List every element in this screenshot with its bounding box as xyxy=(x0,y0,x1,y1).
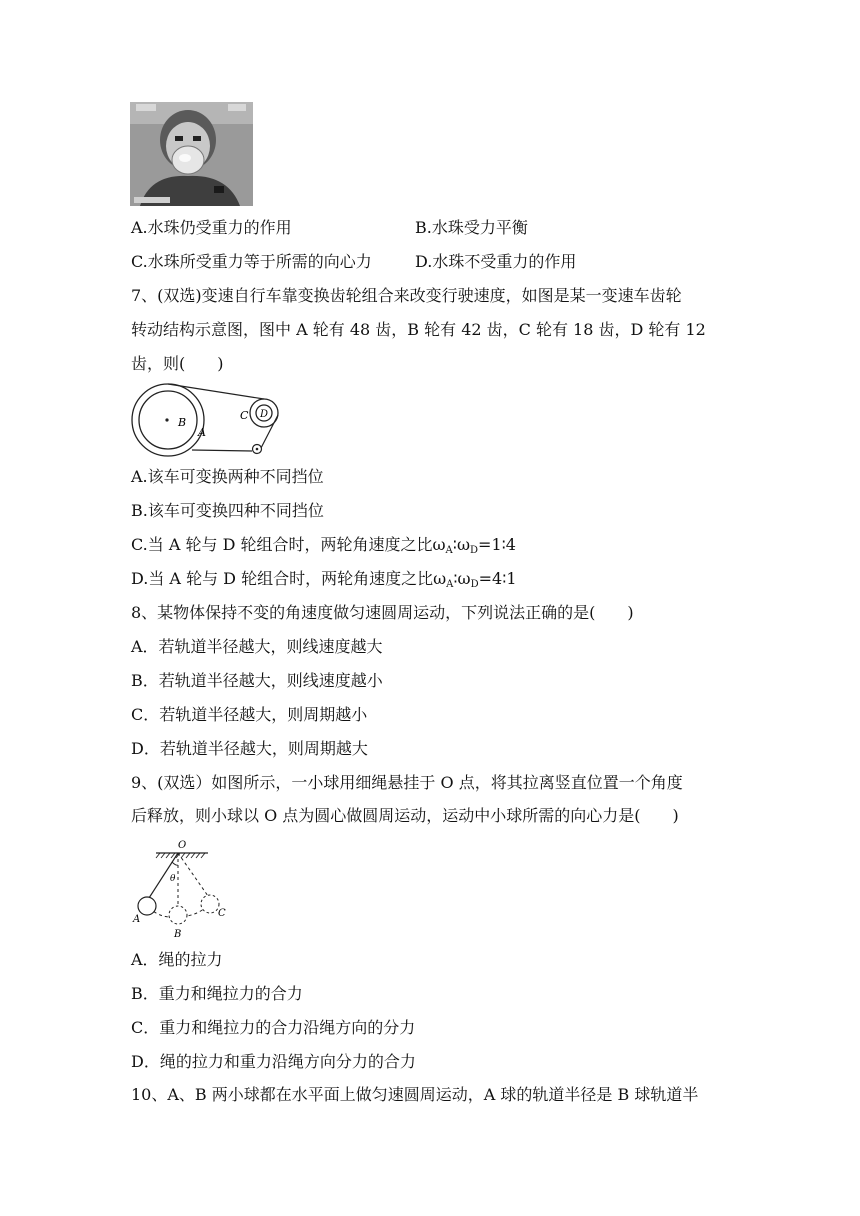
q7-stem-line3: 齿，则( ) xyxy=(131,354,224,373)
pendulum-diagram xyxy=(130,836,240,940)
q8-option-c: C．若轨道半径越大，则周期越小 xyxy=(131,705,368,724)
position-label-a: A xyxy=(133,914,141,925)
q8-option-a: A．若轨道半径越大，则线速度越大 xyxy=(131,637,383,656)
q6-option-d: D.水珠不受重力的作用 xyxy=(415,252,577,271)
q6-option-c: C.水珠所受重力等于所需的向心力 xyxy=(131,252,372,271)
q9-option-a: A．绳的拉力 xyxy=(131,950,223,969)
q6-option-a: A.水珠仍受重力的作用 xyxy=(131,218,292,237)
q9-stem-line2: 后释放，则小球以 O 点为圆心做圆周运动，运动中小球所需的向心力是( ) xyxy=(131,806,679,825)
gear-label-d: D xyxy=(260,409,269,420)
q8-option-d: D．若轨道半径越大，则周期越大 xyxy=(131,739,368,758)
gear-diagram xyxy=(130,380,290,458)
gear-label-b: B xyxy=(178,416,187,429)
q8-stem: 8、某物体保持不变的角速度做匀速圆周运动，下列说法正确的是( ) xyxy=(131,603,634,622)
q9-stem-line1: 9、(双选）如图所示，一小球用细绳悬挂于 O 点，将其拉离竖直位置一个角度 xyxy=(131,773,683,792)
angle-label-theta: θ xyxy=(170,874,176,884)
position-label-b: B xyxy=(174,929,182,940)
q7-stem-line1: 7、(双选)变速自行车靠变换齿轮组合来改变行驶速度，如图是某一变速车齿轮 xyxy=(131,286,682,305)
q8-option-b: B．若轨道半径越大，则线速度越小 xyxy=(131,671,383,690)
q7-option-c: C.当 A 轮与 D 轮组合时，两轮角速度之比ωA∶ωD=1∶4 xyxy=(131,535,516,556)
q9-option-b: B．重力和绳拉力的合力 xyxy=(131,984,303,1003)
q10-stem-line1: 10、A、B 两小球都在水平面上做匀速圆周运动，A 球的轨道半径是 B 球轨道半 xyxy=(131,1085,699,1104)
q7-option-a: A.该车可变换两种不同挡位 xyxy=(131,467,324,486)
astronaut-photo xyxy=(130,102,253,206)
q9-option-d: D．绳的拉力和重力沿绳方向分力的合力 xyxy=(131,1052,416,1071)
q7-option-d: D.当 A 轮与 D 轮组合时，两轮角速度之比ωA∶ωD=4∶1 xyxy=(131,569,517,590)
q9-option-c: C．重力和绳拉力的合力沿绳方向的分力 xyxy=(131,1018,416,1037)
pivot-label-o: O xyxy=(178,840,187,851)
gear-label-c: C xyxy=(240,409,249,422)
position-label-c: C xyxy=(218,908,226,919)
q7-stem-line2: 转动结构示意图，图中 A 轮有 48 齿，B 轮有 42 齿，C 轮有 18 齿，D 轮有 12 xyxy=(131,320,706,339)
gear-label-a: A xyxy=(198,426,206,439)
q7-option-b: B.该车可变换四种不同挡位 xyxy=(131,501,324,520)
q6-option-b: B.水珠受力平衡 xyxy=(415,218,528,237)
